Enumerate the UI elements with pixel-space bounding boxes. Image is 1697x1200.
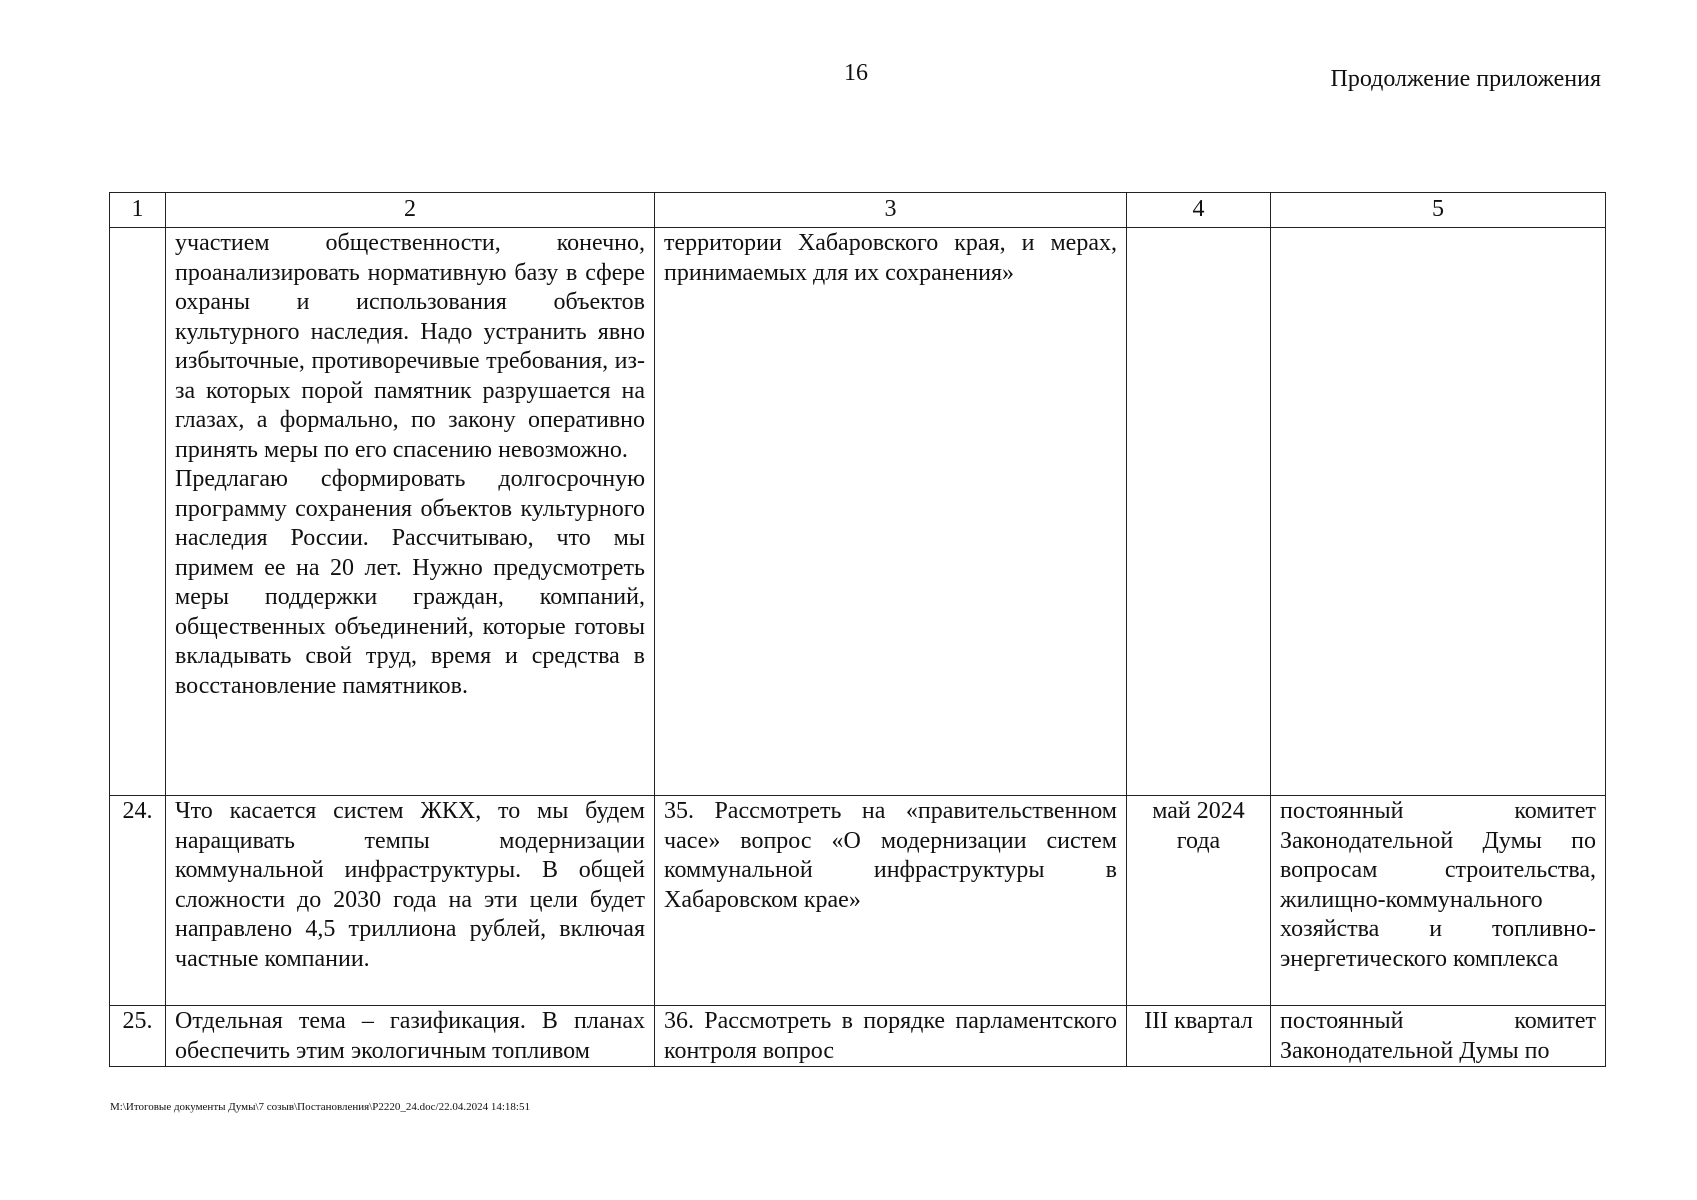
- column-header: 2: [166, 193, 655, 228]
- appendix-continuation-note: Продолжение приложения: [1330, 66, 1601, 92]
- proposal-cell: [166, 228, 655, 796]
- proposal-paragraph: Отдельная тема – газификация. В планах обеспечить этим экологичным топливом: [175, 1008, 645, 1064]
- table-header-row: [110, 193, 1606, 228]
- row-number: 25.: [110, 1006, 166, 1067]
- deadline-cell: май 2024 года: [1127, 796, 1271, 1006]
- table-row: [110, 1006, 1606, 1067]
- page-number: 16: [844, 60, 868, 86]
- deadline-cell: [1127, 228, 1271, 796]
- proposal-paragraph: участием общественности, конечно, проанализировать нормативную базу в сфере охраны и использования объектов культурного наследия. Надо устранить явно избыточные, противоречивые требования, из-за которых порой памятник разрушается на глазах, а формально, по закону оперативно принять меры по его спасению невозможно.: [175, 230, 645, 463]
- resolution-table: [109, 192, 1606, 1067]
- responsible-cell: [1271, 1006, 1606, 1067]
- responsible-cell: [1271, 228, 1606, 796]
- row-number: 24.: [110, 796, 166, 1006]
- table-row: [110, 796, 1606, 1006]
- column-header: 3: [655, 193, 1127, 228]
- table-row: [110, 228, 1606, 796]
- measure-text: территории Хабаровского края, и мерах, принимаемых для их сохранения»: [664, 230, 1117, 286]
- document-file-path: M:\Итоговые документы Думы\7 созыв\Постановления\P2220_24.doc/22.04.2024 14:18:51: [110, 1101, 530, 1113]
- column-header: 4: [1127, 193, 1271, 228]
- row-number: [110, 228, 166, 796]
- deadline-cell: III квартал: [1127, 1006, 1271, 1067]
- proposal-cell: [166, 796, 655, 1006]
- proposal-paragraph: Предлагаю сформировать долгосрочную программу сохранения объектов культурного наследия России. Рассчитываю, что мы примем ее на 20 лет. Нужно предусмотреть меры поддержки граждан, компаний, общественных объединений, которые готовы вкладывать свой труд, время и средства в восстановление памятников.: [175, 466, 645, 699]
- measure-cell: [655, 228, 1127, 796]
- measure-cell: [655, 796, 1127, 1006]
- measure-text: 35. Рассмотреть на «правительственном часе» вопрос «О модернизации систем коммунальной инфраструктуры в Хабаровском крае»: [664, 798, 1117, 913]
- responsible-cell: [1271, 796, 1606, 1006]
- measure-text: 36. Рассмотреть в порядке парламентского контроля вопрос: [664, 1008, 1117, 1064]
- proposal-paragraph: Что касается систем ЖКХ, то мы будем наращивать темпы модернизации коммунальной инфраструктуры. В общей сложности до 2030 года на эти цели будет направлено 4,5 триллиона рублей, включая частные компании.: [175, 798, 645, 972]
- column-header: 5: [1271, 193, 1606, 228]
- measure-cell: [655, 1006, 1127, 1067]
- responsible-text: постоянный комитет Законодательной Думы по: [1280, 1008, 1596, 1064]
- column-header: 1: [110, 193, 166, 228]
- proposal-cell: [166, 1006, 655, 1067]
- responsible-text: постоянный комитет Законодательной Думы по вопросам строительства, жилищно-коммунального хозяйства и топливно-энергетического комплекса: [1280, 798, 1596, 972]
